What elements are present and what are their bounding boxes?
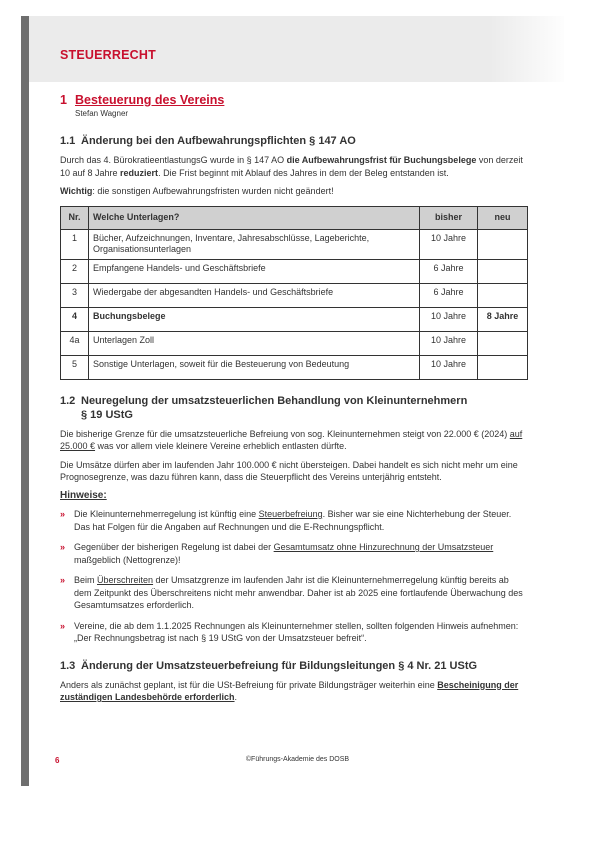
subsection-heading-1-2	[60, 394, 528, 422]
footer-copyright: ©Führungs-Akademie des DOSB	[245, 756, 350, 763]
bullet-arrow-icon: »	[60, 575, 66, 585]
cell-bisher: 10 Jahre	[420, 229, 478, 259]
text: von derzeit 10 auf 8 Jahre	[60, 155, 523, 178]
underlined-text: auf 25.000 €	[60, 428, 523, 451]
table-row	[61, 307, 528, 331]
page-content	[60, 94, 528, 710]
author: Stefan Wagner	[75, 108, 129, 118]
paragraph	[60, 185, 528, 198]
cell-nr: 2	[61, 259, 89, 283]
column-header-bisher: bisher	[420, 206, 478, 229]
bold-text: die Aufbewahrungsfrist für Buchungsbelege	[286, 155, 477, 165]
cell-document: Wiedergabe der abgesandten Handels- und Geschäftsbriefe	[89, 283, 420, 307]
bold-text: reduziert	[120, 167, 159, 178]
column-header-nr: Nr.	[61, 206, 89, 229]
bold-underlined-text: Bescheinigung der zuständigen Landesbehörde erforderlich	[60, 679, 519, 702]
table-row	[61, 259, 528, 283]
page-number: 6	[55, 756, 60, 765]
subsection-title-line2: § 19 UStG	[81, 408, 133, 421]
cell-document: Sonstige Unterlagen, soweit für die Besteuerung von Bedeutung	[89, 355, 420, 379]
cell-neu	[478, 331, 528, 355]
section-heading	[60, 94, 528, 107]
cell-document: Unterlagen Zoll	[89, 331, 420, 355]
text: .	[234, 692, 238, 702]
underlined-text: Gesamtumsatz ohne Hinzurechnung der Umsatzsteuer	[273, 542, 494, 552]
paragraph	[60, 679, 528, 704]
page-edge-bar	[21, 16, 29, 786]
subsection-heading-1-3	[60, 659, 528, 673]
cell-bisher: 10 Jahre	[420, 307, 478, 331]
text: der Umsatzgrenze im laufenden Jahr ist die Kleinunternehmerregelung künftig bereits ab dem Zeitpunkt des Überschreitens nicht mehr anwendbar. Daher ist ab 2025 eine fortlaufende Überwachung des Gesamtumsatzes erforderlich.	[74, 575, 523, 610]
text: Die bisherige Grenze für die umsatzsteuerliche Befreiung von sog. Kleinunternehmen steigt von 22.000 € (2024)	[60, 428, 510, 439]
cell-bisher: 10 Jahre	[420, 355, 478, 379]
paragraph	[60, 154, 528, 179]
text: . Bisher war sie eine Nichterhebung der Steuer. Das hat Folgen für die Angaben auf Rechnungen und die E-Rechnungspflicht.	[74, 509, 512, 532]
retention-table	[60, 206, 528, 380]
text: : die sonstigen Aufbewahrungsfristen wurden nicht geändert!	[92, 186, 334, 196]
cell-neu: 8 Jahre	[478, 307, 528, 331]
cell-nr: 4	[61, 307, 89, 331]
underlined-text: Steuerbefreiung	[258, 509, 323, 519]
subsection-title: Änderung bei den Aufbewahrungspflichten § 147 AO	[81, 135, 356, 147]
subsection-number: 1.2	[60, 394, 76, 407]
subsection-heading-1-1	[60, 134, 528, 148]
notes-list	[60, 508, 528, 645]
cell-document: Bücher, Aufzeichnungen, Inventare, Jahresabschlüsse, Lageberichte, Organisationsunterlagen	[89, 229, 420, 259]
table-row	[61, 283, 528, 307]
list-item	[60, 508, 528, 533]
header-fade	[490, 16, 570, 82]
bullet-arrow-icon: »	[60, 620, 66, 631]
text: maßgeblich (Nettogrenze)!	[74, 554, 181, 565]
bullet-arrow-icon: »	[60, 542, 66, 552]
bold-text: Wichtig	[60, 186, 93, 196]
paragraph	[60, 428, 528, 453]
paragraph: Die Umsätze dürfen aber im laufenden Jahr 100.000 € nicht übersteigen. Dabei handelt es sich nicht mehr um eine Prognosegrenze, was dazu führen kann, dass die Steuerpflicht des Vereins unterjährig entsteht.	[60, 459, 518, 482]
text: was vor allem viele kleinere Vereine erheblich entlasten dürfte.	[95, 441, 347, 451]
cell-nr: 3	[61, 283, 89, 307]
list-item	[60, 620, 528, 645]
table-header-row	[61, 206, 528, 229]
table-row	[61, 331, 528, 355]
subsection-title: Neuregelung der umsatzsteuerlichen Behandlung von Kleinunternehmern	[81, 394, 468, 407]
notes-heading: Hinweise:	[60, 489, 107, 501]
table-row	[61, 229, 528, 259]
section-number: 1	[60, 93, 67, 107]
text: Gegenüber der bisherigen Regelung ist dabei der	[74, 542, 274, 552]
cell-bisher: 6 Jahre	[420, 259, 478, 283]
cell-neu	[478, 259, 528, 283]
cell-nr: 1	[61, 229, 89, 259]
list-item	[60, 541, 528, 566]
cell-bisher: 10 Jahre	[420, 331, 478, 355]
list-item	[60, 574, 528, 612]
table-row	[61, 355, 528, 379]
cell-bisher: 6 Jahre	[420, 283, 478, 307]
section-title: Besteuerung des Vereins	[75, 93, 225, 107]
subsection-title: Änderung der Umsatzsteuerbefreiung für Bildungsleitungen § 4 Nr. 21 UStG	[81, 659, 478, 672]
text: Vereine, die ab dem 1.1.2025 Rechnungen als Kleinunternehmer stellen, sollten folgenden Hinweis aufnehmen: „Der Rechnungsbetrag ist nach § 19 UStG von der Umsatzsteuer befreit“.	[74, 620, 519, 643]
bullet-arrow-icon: »	[60, 509, 66, 519]
cell-document: Empfangene Handels- und Geschäftsbriefe	[89, 259, 420, 283]
text: Anders als zunächst geplant, ist für die USt-Befreiung für private Bildungsträger weiterhin eine	[60, 679, 438, 690]
subsection-number: 1.3	[60, 659, 76, 672]
cell-neu	[478, 283, 528, 307]
cell-neu	[478, 355, 528, 379]
header-section-title: STEUERRECHT	[60, 48, 156, 62]
subsection-number: 1.1	[60, 135, 76, 147]
underlined-text: Überschreiten	[97, 575, 154, 585]
cell-neu	[478, 229, 528, 259]
text: Die Kleinunternehmerregelung ist künftig eine	[74, 509, 259, 519]
cell-nr: 4a	[61, 331, 89, 355]
cell-document: Buchungsbelege	[89, 307, 420, 331]
text: Durch das 4. BürokratieentlastungsG wurde in § 147 AO	[60, 155, 287, 165]
column-header-neu: neu	[478, 206, 528, 229]
cell-nr: 5	[61, 355, 89, 379]
text: Beim	[74, 575, 98, 585]
column-header-documents: Welche Unterlagen?	[89, 206, 420, 229]
text: . Die Frist beginnt mit Ablauf des Jahres in dem der Beleg entstanden ist.	[158, 167, 449, 178]
